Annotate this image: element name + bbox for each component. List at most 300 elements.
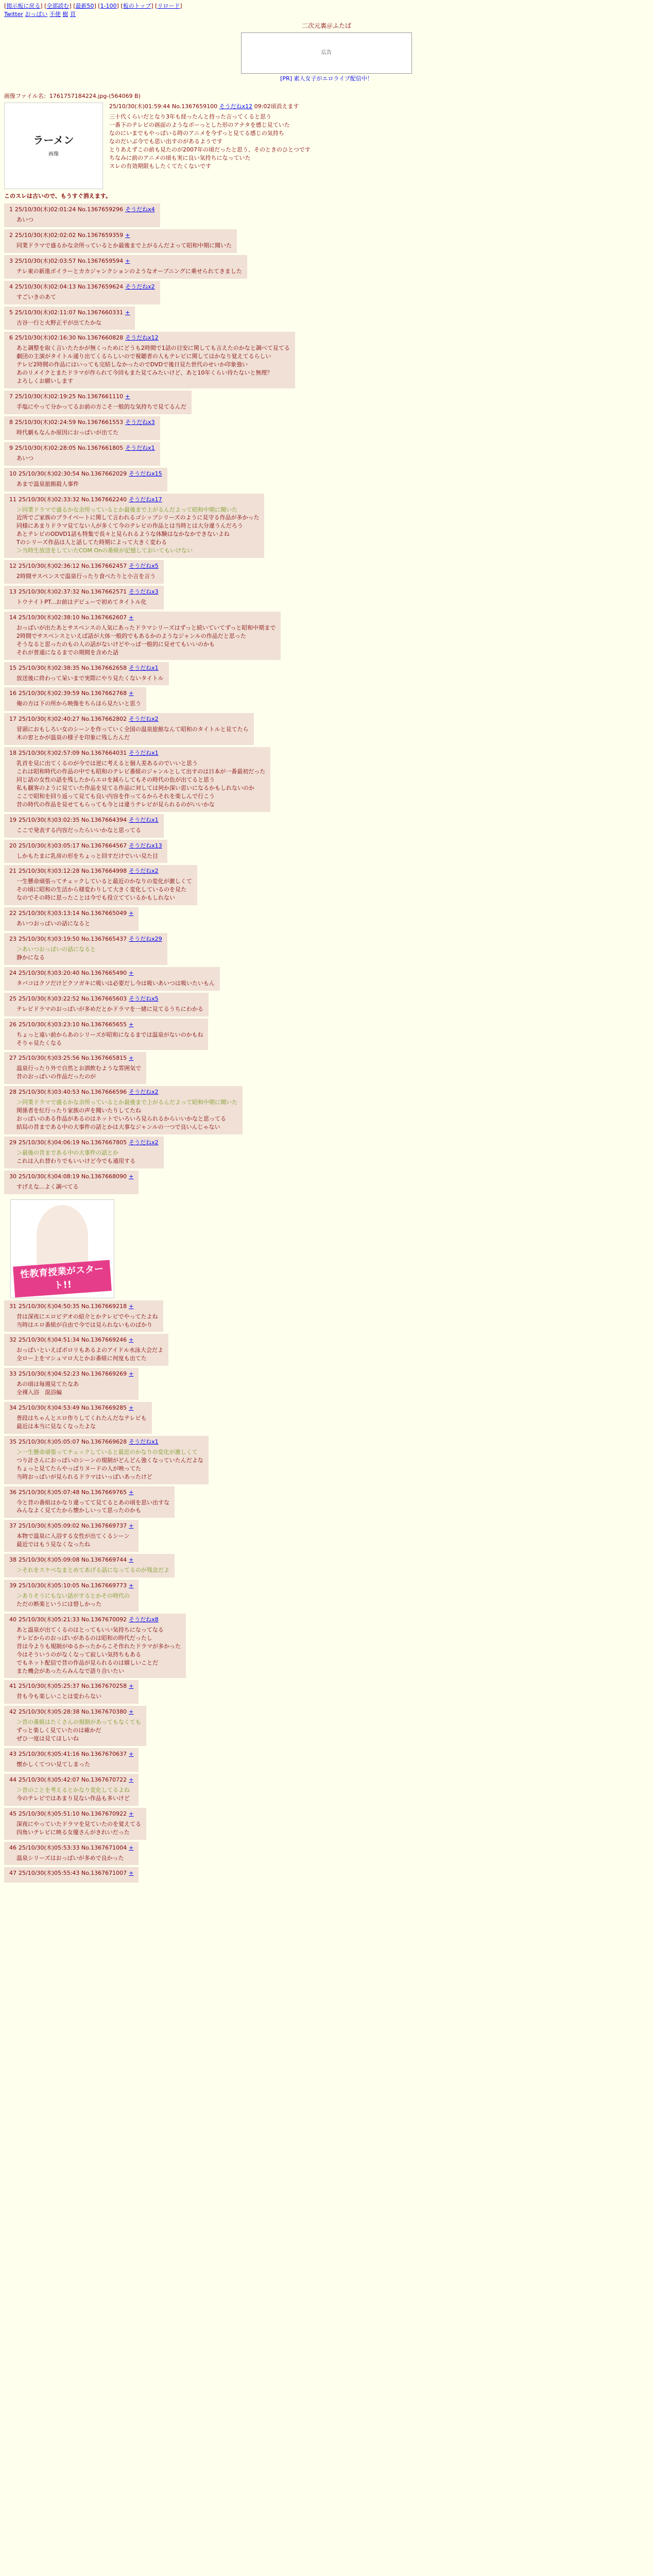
nav-bracket-open: [ [44, 3, 47, 9]
reply-number: 13 [9, 588, 16, 596]
reply-box [4, 1486, 175, 1518]
reply-row [4, 1402, 653, 1434]
reply-row [4, 1052, 653, 1084]
reply-number: 24 [9, 969, 16, 976]
reply-header [9, 995, 203, 1003]
image-label: 性教育授業がスタート!! [13, 1260, 112, 1298]
reply-box [4, 494, 264, 558]
reply-sod-link[interactable]: そうだねx2 [129, 716, 159, 723]
reply-row [4, 612, 653, 660]
reply-sod-link[interactable]: + [129, 1488, 134, 1496]
reply-text [16, 826, 159, 835]
reply-text-line: あいつ [16, 454, 33, 462]
reply-box [4, 662, 169, 686]
reply-header [9, 867, 192, 875]
nav2-link-fushi[interactable]: 不使 [49, 10, 61, 18]
nav-bracket-open: [ [155, 3, 158, 9]
reply-text-line: 冒頭におもしろい女のシーンを作っていく全国の温泉旅館なんて昭和のタイトルと見てたら [16, 726, 249, 733]
reply-text-line: ちょっと遠い前からあのシリーズが昭和になるまでは温泉がないのかもね [16, 1031, 203, 1038]
reply-sod-link[interactable]: + [129, 1582, 134, 1589]
reply-number: 36 [9, 1488, 16, 1496]
reply-box [4, 1334, 168, 1366]
reply-sod-link[interactable]: + [125, 393, 130, 400]
reply-row [4, 933, 653, 965]
reply-sod-link[interactable]: そうだねx2 [125, 283, 155, 290]
reply-text [16, 1820, 141, 1837]
reply-sod-link[interactable]: そうだねx15 [129, 470, 162, 477]
reply-sod-link[interactable]: + [125, 309, 130, 316]
ad-banner-text: 広告 [321, 50, 332, 56]
reply-sod-link[interactable]: + [129, 1556, 134, 1564]
reply-meta: 25/10/30(木)03:40:53 No.1367666596 [19, 1089, 127, 1096]
reply-header [9, 1021, 203, 1029]
reply-row [4, 747, 653, 812]
reply-box [4, 713, 254, 745]
reply-meta: 25/10/30(木)05:21:33 No.1367670092 [19, 1616, 127, 1623]
reply-number: 28 [9, 1089, 16, 1096]
reply-text-line: 古谷一行と火野正平が出てたかな [16, 319, 101, 326]
reply-row [4, 281, 653, 304]
reply-row [4, 907, 653, 931]
reply-text-line: 今のテレビではあまり見ない作品も多いけど [16, 1794, 130, 1802]
reply-box [4, 1748, 139, 1772]
reply-text-line: 乳首を見に出てくるのが今では逆に考えると個人差あるのでいいと思う [16, 760, 198, 767]
reply-header [9, 1088, 237, 1096]
reply-number: 33 [9, 1370, 16, 1378]
reply-text [16, 725, 249, 742]
reply-sod-link[interactable]: + [125, 257, 130, 264]
reply-header [9, 1869, 133, 1877]
reply-text-line: 静かになる [16, 954, 45, 961]
reply-meta: 25/10/30(木)02:37:32 No.1367662571 [19, 588, 127, 596]
reply-text-line: Tのシリーズ作品は人と話してた時期によって大きく変わる [16, 539, 167, 546]
reply-number: 2 [9, 231, 13, 239]
reply-header [9, 1488, 169, 1497]
reply-box [4, 1680, 139, 1704]
reply-sod-link[interactable]: + [129, 1683, 134, 1690]
reply-header [9, 1404, 147, 1412]
reply-meta: 25/10/30(木)02:38:35 No.1367662658 [19, 664, 127, 671]
reply-text-line: それが普通になるまでの期間を含めた話 [16, 649, 118, 656]
reply-number: 29 [9, 1139, 16, 1146]
reply-text-line: ＞同業ドラマで盛るかな余所っているとか最後まで上がるんだよって昭和中期に聞いた [16, 1099, 237, 1106]
reply-sod-link[interactable]: そうだねx13 [129, 842, 162, 849]
reply-box [4, 1554, 175, 1578]
reply-sod-link[interactable]: + [129, 910, 134, 917]
reply-text-line: 同業ドラマで盛るかな余所っているとか最後まで上がるんだよって昭和中期に聞いた [16, 242, 232, 249]
reply-number: 6 [9, 334, 13, 342]
nav-bracket-open: [ [4, 3, 7, 9]
reply-text-line: 結局の昔まである中の大事件の話とかは大事なジャンルの一つで良いんじゃない [16, 1124, 220, 1131]
reply-box [4, 747, 270, 812]
op-expire: 09:02頃消えます [254, 103, 299, 110]
reply-text-line: 温泉行ったり外で自然とお酒飲むような雰囲気で [16, 1065, 141, 1072]
reply-sod-link[interactable]: + [129, 1870, 134, 1877]
reply-number: 9 [9, 444, 13, 451]
reply-sod-link[interactable]: + [129, 1336, 134, 1344]
reply-header [9, 1776, 133, 1784]
reply-sod-link[interactable]: + [129, 1522, 134, 1530]
reply-meta: 25/10/30(木)03:02:35 No.1367664394 [19, 816, 127, 823]
reply-text-line: ここで昭和を回り返って見ても良い内容を作ってるからそれを楽しんで行こう [16, 792, 215, 800]
reply-header [9, 1844, 133, 1852]
reply-row [4, 1614, 653, 1679]
nav-bracket-open: [ [121, 3, 123, 9]
reply-text [16, 267, 242, 276]
reply-meta: 25/10/30(木)02:57:09 No.1367664031 [19, 750, 127, 757]
reply-meta: 25/10/30(木)03:19:50 No.1367665437 [19, 936, 127, 943]
reply-meta: 25/10/30(木)05:41:16 No.1367670637 [19, 1751, 127, 1758]
reply-box [4, 1300, 163, 1332]
reply-box [4, 1436, 209, 1484]
reply-sod-link[interactable]: + [129, 1844, 134, 1851]
reply-header [9, 909, 133, 918]
reply-text-line: タバコはクソだけどクソガキに吸いは必要だし今は吸いあいつは吸いたいもん [16, 979, 215, 987]
reply-number: 14 [9, 614, 16, 621]
reply-box [4, 1580, 139, 1612]
nav-sep: ] [180, 3, 182, 9]
reply-text [16, 1380, 133, 1397]
reply-number: 10 [9, 470, 16, 477]
reply-sod-link[interactable]: そうだねx8 [129, 1616, 159, 1623]
reply-row [4, 1706, 653, 1746]
reply-text-line: これは昭和時代の作品の中でも昭和のテレビ番組のジャンルとして出すのは日本が一番最初だった [16, 768, 266, 775]
reply-number: 23 [9, 936, 16, 943]
reply-header [9, 935, 162, 943]
op-text-line: ちなみに前のアニメの頃も実に良い気持ちになっていた [109, 154, 251, 161]
reply-number: 44 [9, 1776, 16, 1783]
reply-header [9, 588, 159, 596]
reply-box [4, 1171, 139, 1194]
reply-row [4, 1842, 653, 1866]
reply-header [9, 1522, 133, 1530]
reply-text-line: 懐かしくてつい見てしまった [16, 1761, 90, 1768]
reply-text-line: 時代劇もなんか原因におっぱいが出てた [16, 429, 118, 436]
op-text-line: なのにいまでもやっぱいる時のアニメを今ずっと見てる感じの気持ち [109, 129, 284, 137]
reply-text [16, 1346, 163, 1363]
reply-text-line: 当時はエロ番組が自由で今では見られないものばかり [16, 1321, 152, 1328]
reply-meta: 25/10/30(木)02:19:25 No.1367661110 [15, 393, 124, 400]
reply-meta: 25/10/30(木)05:09:08 No.1367669744 [19, 1556, 127, 1564]
reply-text-line: その頃に昭和の生活から様変わりして大きく変化しているのを見た [16, 886, 186, 893]
reply-meta: 25/10/30(木)02:11:07 No.1367660331 [15, 309, 124, 316]
reply-sod-link[interactable]: そうだねx4 [125, 206, 155, 213]
reply-box [4, 560, 164, 584]
reply-meta: 25/10/30(木)03:20:40 No.1367665490 [19, 969, 127, 976]
reply-row [4, 1086, 653, 1134]
nav-link-range[interactable]: 1-100 [100, 3, 117, 9]
reply-text-line: ＞あいつおっぱいの話になると [16, 946, 96, 953]
reply-row [4, 586, 653, 609]
reply-header [9, 334, 290, 342]
reply-box [4, 1052, 146, 1084]
reply-number: 25 [9, 995, 16, 1002]
reply-box [4, 307, 135, 330]
reply-meta: 25/10/30(木)02:01:24 No.1367659296 [15, 206, 124, 213]
reply-text [16, 319, 130, 327]
reply-box [4, 612, 281, 660]
reply-sod-link[interactable]: + [129, 1708, 134, 1716]
reply-row [4, 229, 653, 253]
nav2-link-twitter[interactable]: Twitter [4, 10, 23, 18]
reply-header [9, 231, 232, 240]
reply-number: 12 [9, 563, 16, 570]
reply-sod-link[interactable]: + [129, 1173, 134, 1180]
reply-number: 19 [9, 816, 16, 823]
reply-number: 46 [9, 1844, 16, 1851]
reply-sod-link[interactable]: + [129, 1810, 134, 1817]
reply-list [0, 204, 653, 1883]
reply-text-line: ＞当時生放送をしていたCOM Onの番組が記憶しておいてもいけない [16, 547, 193, 554]
reply-text-line: 関係者を紅行ったり家族の声を聞いたりしてたね [16, 1107, 141, 1114]
nav-bracket-open: [ [98, 3, 100, 9]
reply-sod-link[interactable]: そうだねx5 [129, 563, 159, 570]
reply-header [9, 257, 242, 265]
reply-text [16, 624, 276, 657]
nav2-link-ki[interactable]: 樹 [62, 10, 68, 18]
reply-sod-link[interactable]: そうだねx2 [129, 868, 159, 875]
reply-meta: 25/10/30(木)05:55:43 No.1367671007 [19, 1870, 127, 1877]
reply-number: 1 [9, 206, 13, 213]
reply-text-line: あいつおっぱいの話になると [16, 920, 90, 927]
reply-header [9, 1750, 133, 1758]
reply-box [4, 1614, 186, 1679]
reply-sod-link[interactable]: そうだねx1 [129, 1438, 159, 1445]
reply-box [4, 1137, 164, 1168]
file-info: 画像ファイル名：1761757184224.jpg-(564069 B) [4, 93, 141, 100]
reply-sod-link[interactable]: + [129, 1021, 134, 1028]
reply-text-line: テレビドラマのおっぱいが多めだとかドラマを一緒に見てるうちにわかる [16, 1005, 203, 1012]
reply-text-line: あと調整を取く言いたたかが無くっためにどうも2時間で1話の目安に関しても言えたのかなと調べて見てる [16, 345, 290, 352]
reply-box [4, 442, 160, 466]
reply-sod-link[interactable]: そうだねx3 [129, 588, 159, 596]
reply-sod-link[interactable]: そうだねx2 [129, 1139, 159, 1146]
reply-header [9, 715, 249, 723]
reply-sod-link[interactable]: + [125, 231, 130, 239]
reply-row [4, 416, 653, 440]
reply-sod-link[interactable]: + [129, 1751, 134, 1758]
reply-text-line: そりゃ見たくなる [16, 1039, 62, 1046]
reply-text-line: 昔は深夜にエロビデオの紹介とかテレビでやってたよね [16, 1313, 158, 1320]
reply-number: 16 [9, 690, 16, 697]
reply-row [4, 307, 653, 330]
reply-box [4, 255, 247, 279]
reply-text-line: 一生懸命頑張ってチェックしていると最近のかなりの変化が激しくて [16, 878, 192, 885]
reply-number: 20 [9, 842, 16, 849]
reply-text [16, 598, 159, 606]
reply-sod-link[interactable]: そうだねx1 [129, 816, 159, 823]
reply-number: 22 [9, 910, 16, 917]
nav-link-board-top[interactable]: 板のトップ [123, 3, 151, 9]
op-thumbnail[interactable] [4, 103, 103, 189]
reply-meta: 25/10/30(木)03:23:10 No.1367665655 [19, 1021, 127, 1028]
reply-number: 47 [9, 1870, 16, 1877]
reply-sod-link[interactable]: + [129, 1776, 134, 1783]
reply-text [16, 1149, 159, 1165]
nav-sep: ] [69, 3, 72, 9]
op-meta [109, 103, 311, 111]
reply-sod-link[interactable]: + [129, 614, 134, 621]
reply-header [9, 1302, 158, 1311]
reply-sod-link[interactable]: そうだねx17 [129, 496, 162, 503]
reply-number: 15 [9, 664, 16, 671]
reply-text-line: 放送後に終わって呆いまで実際にやり見たくないタイトル [16, 674, 164, 682]
reply-sod-link[interactable]: そうだねx1 [129, 664, 159, 671]
reply-number: 17 [9, 716, 16, 723]
ad-caption-link[interactable]: [PR] 素人女子がエロライブ配信中！ [280, 75, 373, 82]
reply-header [9, 393, 186, 401]
reply-row [4, 840, 653, 863]
op-text-line: スレの有効期限もしたくてたくないです [109, 162, 211, 170]
reply-meta: 25/10/30(木)05:42:07 No.1367670722 [19, 1776, 127, 1783]
nav-link-all[interactable]: 全部読む [46, 3, 70, 9]
reply-number: 27 [9, 1055, 16, 1062]
nav2-link-oppai[interactable]: おっぱい [25, 10, 48, 18]
reply-text [16, 1313, 158, 1329]
reply-number: 7 [9, 393, 13, 400]
ad-banner[interactable] [241, 32, 412, 74]
op-sod-link[interactable]: そうだねx12 [219, 103, 253, 110]
reply-sod-link[interactable]: そうだねx29 [129, 936, 162, 943]
reply-text-line: 木の窓とかが温泉の様子を印象に残したんだ [16, 734, 130, 741]
top-navigation [0, 0, 653, 19]
reply-sod-link[interactable]: そうだねx12 [125, 334, 159, 342]
reply-header [9, 283, 155, 291]
reply-text-line: 同じ話の女性の話を残したからエロを減らしてもその時代の色が出てると思う [16, 776, 215, 783]
reply-text-line: 最近は本当に見なくなったよな [16, 1422, 96, 1430]
nav-link-latest[interactable]: 最新50 [75, 3, 94, 9]
reply-box [4, 814, 164, 838]
reply-meta: 25/10/30(木)05:25:37 No.1367670258 [19, 1683, 127, 1690]
reply-row [4, 967, 653, 991]
reply-header [9, 1810, 141, 1818]
reply-row [4, 1436, 653, 1484]
reply-text-line: しかもたまに乳房の形をちょっと回すだけでいい見た目 [16, 852, 158, 859]
reply-meta: 25/10/30(木)03:25:56 No.1367665815 [19, 1055, 127, 1062]
reply-box [4, 1086, 243, 1134]
reply-text-line: 劇団の主演がタイトル通り出てくるらしいので視聴者の人もテレビに関してはかなり覚えてるらしい [16, 353, 271, 360]
reply-meta: 25/10/30(木)04:06:19 No.1367667805 [19, 1139, 127, 1146]
reply-text-line: でもネット配信で昔の作品が見られるのは嬉しいことだ [16, 1659, 158, 1666]
reply-text [16, 945, 162, 962]
op-text [109, 113, 311, 171]
reply-text-line: 手塩にやって分かってるお前の方こそ一般的な気持ちで見てるんだ [16, 403, 186, 411]
reply-number: 30 [9, 1173, 16, 1180]
reply-text [16, 920, 133, 928]
reply-text [16, 1760, 133, 1769]
reply-text [16, 1566, 169, 1574]
reply-text-line: 昔も今も楽しいことは変わらない [16, 1693, 101, 1700]
reply-text-line: みんなよく見てたから懐かしいって思ったのかも [16, 1507, 141, 1514]
reply-row [4, 1748, 653, 1772]
reply-sod-link[interactable]: + [129, 1055, 134, 1062]
reply-meta: 25/10/30(木)04:53:49 No.1367669285 [19, 1404, 127, 1412]
reply-text [16, 1499, 169, 1515]
reply-text [16, 506, 259, 555]
reply-text [16, 700, 141, 708]
reply-text-line: ただの娯楽というには惜しかった [16, 1600, 101, 1607]
reply-box [4, 332, 295, 388]
reply-sod-link[interactable]: + [129, 690, 134, 697]
reply-meta: 25/10/30(木)05:07:48 No.1367669765 [19, 1488, 127, 1496]
reply-text [16, 1183, 133, 1191]
reply-header [9, 1336, 163, 1344]
reply-row [4, 255, 653, 279]
old-thread-notice: このスレは古いので、もうすぐ消えます。 [4, 193, 111, 200]
reply-sod-link[interactable]: + [129, 1302, 134, 1310]
reply-meta: 25/10/30(木)02:39:59 No.1367662768 [19, 690, 127, 697]
op-text-line: 三十代くらいだとなり3年も経ったんと持った言ってくると思う [109, 113, 271, 121]
embedded-image[interactable] [10, 1199, 114, 1298]
reply-sod-link[interactable]: そうだねx2 [129, 1089, 159, 1096]
nav-link-back[interactable]: 掲示板に戻る [6, 3, 41, 9]
reply-sod-link[interactable]: そうだねx5 [129, 995, 159, 1002]
reply-text-line: 全裸入浴 混浴編 [16, 1389, 62, 1396]
reply-text [16, 877, 192, 902]
reply-meta: 25/10/30(木)02:04:13 No.1367659624 [15, 283, 124, 290]
reply-number: 26 [9, 1021, 16, 1028]
reply-row [4, 332, 653, 388]
reply-text-line: あとテレビのODVD1話も特集で長々と見られるような体験はなかなかできないよね [16, 531, 230, 538]
reply-text-line: よろしくお願いします [16, 378, 73, 385]
reply-text [16, 1592, 133, 1608]
reply-number: 40 [9, 1616, 16, 1623]
reply-sod-link[interactable]: そうだねx1 [125, 444, 155, 451]
reply-row [4, 468, 653, 492]
reply-meta: 25/10/30(木)02:33:32 No.1367662240 [19, 496, 127, 503]
reply-text-line: 今はそういうのがなくなって寂しい気持ちもある [16, 1651, 141, 1658]
reply-header [9, 444, 155, 452]
reply-text-line: 普段はちゃんとエロ作りしてくれたんだなテレビも [16, 1415, 147, 1422]
reply-sod-link[interactable]: そうだねx1 [129, 750, 159, 757]
reply-sod-link[interactable]: + [129, 1370, 134, 1378]
reply-box [4, 1019, 208, 1050]
reply-box [4, 1520, 139, 1552]
reply-sod-link[interactable]: そうだねx3 [125, 418, 155, 426]
reply-text-line: ＞それをスケベなまとめてあげる話になってるのが残念だよ [16, 1567, 169, 1574]
reply-text-line: テレ東の新進ボイラーとカカジャンクションのようなオープニングに乗せられてきました [16, 267, 242, 275]
nav2-link-page[interactable]: 頁 [70, 10, 76, 18]
nav-sep: ] [151, 3, 153, 9]
reply-box [4, 687, 146, 711]
nav-link-reload[interactable]: リロード [157, 3, 180, 9]
reply-text-line: ちょっと見てたらやっぱりヌードの人が映ってた [16, 1465, 141, 1472]
reply-text-line: 私も観客のように見ていた作品を見てる作品に対しては何か深い思いになるかもしれないのか [16, 784, 254, 791]
reply-text-line: あの頃は毎週見てたなあ [16, 1381, 79, 1388]
reply-meta: 25/10/30(木)02:03:57 No.1367659594 [15, 257, 124, 264]
reply-text [16, 1098, 237, 1131]
reply-sod-link[interactable]: + [129, 1404, 134, 1412]
reply-text-line: ここで発表する内容だったらいいかなと思ってる [16, 826, 141, 834]
nav-sep: ] [116, 3, 119, 9]
reply-row [4, 1334, 653, 1366]
reply-box [4, 933, 167, 965]
reply-text [16, 1718, 141, 1743]
nav-bracket-open: [ [73, 3, 76, 9]
reply-meta: 25/10/30(木)03:22:52 No.1367665603 [19, 995, 127, 1002]
reply-text [16, 216, 155, 224]
reply-box [4, 907, 139, 931]
reply-text-line: あいつ [16, 216, 33, 224]
reply-text [16, 1692, 133, 1701]
reply-box [4, 204, 160, 227]
op-text-line: とりあえずこの前も見たのが2007年の頃だったと思う、そのときのひとつです [109, 146, 311, 153]
reply-text-line: 同様にあまりドラマ見てない人が多くて今のテレビの作品とは当時とは大分違うんだろう [16, 522, 243, 530]
reply-sod-link[interactable]: + [129, 969, 134, 976]
reply-row [4, 1867, 653, 1883]
reply-text-line: 本物で温泉に入浴する女性が出てくるシーン [16, 1533, 130, 1540]
reply-row [4, 1580, 653, 1612]
